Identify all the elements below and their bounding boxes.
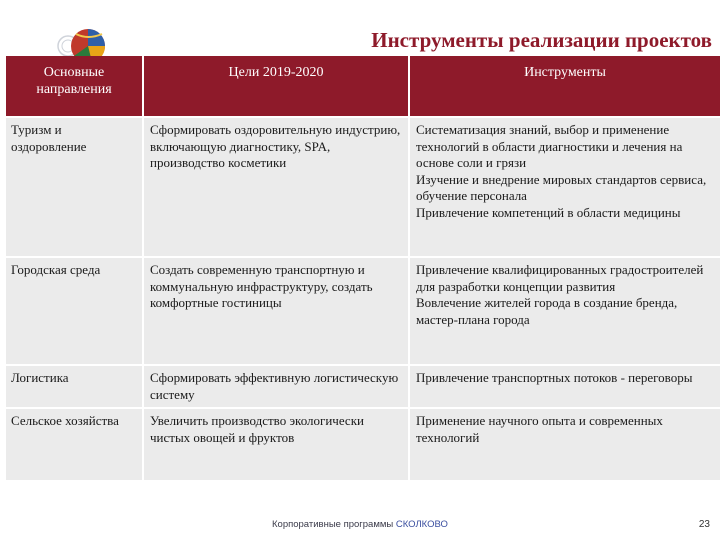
tool-item: Привлечение компетенций в области медицины <box>416 204 681 220</box>
direction-cell: Сельское хозяйства <box>6 408 143 481</box>
goal-cell: Увеличить производство экологически чистых овощей и фруктов <box>143 408 409 481</box>
direction-cell: Городская среда <box>6 257 143 365</box>
tool-item: Применение научного опыта и современных технологий <box>416 413 663 445</box>
direction-cell: Туризм и оздоровление <box>6 117 143 257</box>
table-header-row <box>6 56 720 117</box>
tool-item: Изучение и внедрение мировых стандартов сервиса, обучение персонала <box>416 171 707 203</box>
projects-table <box>6 56 720 482</box>
footer-caption <box>272 519 448 530</box>
page-number: 23 <box>698 519 710 530</box>
tools-cell <box>409 365 720 408</box>
table-row <box>6 257 720 365</box>
footer-text: Корпоративные программы <box>272 519 396 530</box>
tool-item: Систематизация знаний, выбор и применение технологий в области диагностики и лечения на основе соли и грязи <box>416 122 683 170</box>
table-row <box>6 365 720 408</box>
table-row <box>6 408 720 481</box>
goal-cell: Создать современную транспортную и коммунальную инфраструктуру, создать комфортные гостиницы <box>143 257 409 365</box>
header-goals: Цели 2019-2020 <box>143 56 409 117</box>
header-tools: Инструменты <box>409 56 720 117</box>
goal-cell: Сформировать эффективную логистическую систему <box>143 365 409 408</box>
tool-item: Привлечение транспортных потоков - переговоры <box>416 370 693 385</box>
tools-cell <box>409 257 720 365</box>
goal-cell: Сформировать оздоровительную индустрию, включающую диагностику, SPA, производство косметики <box>143 117 409 257</box>
footer-brand: СКОЛКОВО <box>395 519 448 530</box>
tool-item: Вовлечение жителей города в создание бренда, мастер-плана города <box>416 295 678 327</box>
tools-cell <box>409 408 720 481</box>
table-row <box>6 117 720 257</box>
slide-title: Инструменты реализации проектов <box>371 28 712 52</box>
direction-cell: Логистика <box>6 365 143 408</box>
tools-cell <box>409 117 720 257</box>
header-directions: Основные направления <box>6 56 143 117</box>
tool-item: Привлечение квалифицированных градостроителей для разработки концепции развития <box>416 262 704 294</box>
